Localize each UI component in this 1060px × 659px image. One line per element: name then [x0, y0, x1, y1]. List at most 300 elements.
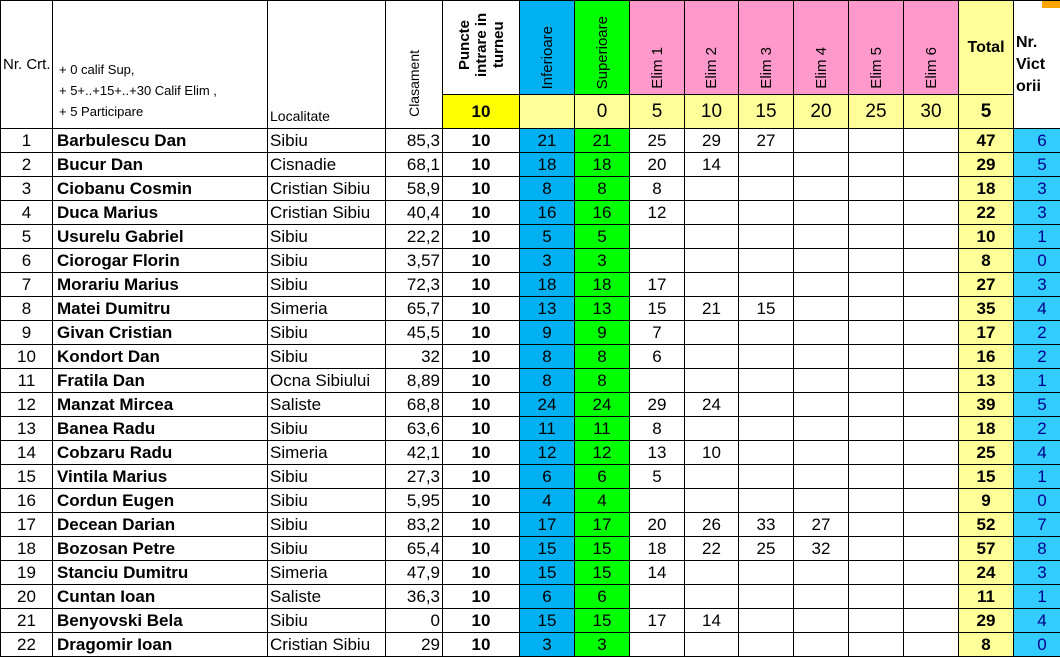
row-localitate[interactable]: Saliste	[268, 585, 386, 609]
row-elim-4[interactable]: 27	[794, 513, 849, 537]
row-inferioare[interactable]: 17	[520, 513, 575, 537]
row-total[interactable]: 16	[959, 345, 1014, 369]
row-superioare[interactable]: 8	[575, 345, 630, 369]
row-puncte[interactable]: 10	[443, 393, 520, 417]
row-victorii[interactable]: 4	[1014, 609, 1060, 633]
row-victorii[interactable]: 7	[1014, 513, 1060, 537]
row-elim-5[interactable]	[849, 537, 904, 561]
row-localitate[interactable]: Simeria	[268, 297, 386, 321]
row-elim-2[interactable]	[685, 177, 739, 201]
row-puncte[interactable]: 10	[443, 249, 520, 273]
row-inferioare[interactable]: 8	[520, 177, 575, 201]
row-elim-2[interactable]	[685, 345, 739, 369]
row-elim-5[interactable]	[849, 417, 904, 441]
row-clasament[interactable]: 65,4	[386, 537, 443, 561]
row-elim-3[interactable]	[739, 393, 794, 417]
row-victorii[interactable]: 3	[1014, 201, 1060, 225]
row-elim-3[interactable]	[739, 249, 794, 273]
row-elim-1[interactable]: 8	[630, 177, 685, 201]
row-player-name[interactable]: Kondort Dan	[53, 345, 268, 369]
row-localitate[interactable]: Saliste	[268, 393, 386, 417]
row-elim-4[interactable]	[794, 561, 849, 585]
row-elim-5[interactable]	[849, 585, 904, 609]
row-player-name[interactable]: Fratila Dan	[53, 369, 268, 393]
row-elim-2[interactable]	[685, 225, 739, 249]
row-localitate[interactable]: Cristian Sibiu	[268, 201, 386, 225]
row-clasament[interactable]: 72,3	[386, 273, 443, 297]
row-elim-5[interactable]	[849, 513, 904, 537]
row-elim-2[interactable]: 26	[685, 513, 739, 537]
row-elim-1[interactable]	[630, 369, 685, 393]
row-elim-6[interactable]	[904, 177, 959, 201]
row-superioare[interactable]: 24	[575, 393, 630, 417]
row-victorii[interactable]: 4	[1014, 297, 1060, 321]
row-elim-3[interactable]	[739, 201, 794, 225]
row-total[interactable]: 18	[959, 417, 1014, 441]
row-clasament[interactable]: 45,5	[386, 321, 443, 345]
row-nr[interactable]: 14	[1, 441, 53, 465]
row-elim-4[interactable]	[794, 441, 849, 465]
row-elim-1[interactable]: 17	[630, 273, 685, 297]
row-elim-5[interactable]	[849, 633, 904, 657]
row-elim-6[interactable]	[904, 513, 959, 537]
row-elim-2[interactable]	[685, 417, 739, 441]
row-clasament[interactable]: 85,3	[386, 129, 443, 153]
row-elim-6[interactable]	[904, 417, 959, 441]
row-total[interactable]: 10	[959, 225, 1014, 249]
row-nr[interactable]: 10	[1, 345, 53, 369]
row-elim-5[interactable]	[849, 273, 904, 297]
row-elim-1[interactable]: 6	[630, 345, 685, 369]
row-inferioare[interactable]: 18	[520, 153, 575, 177]
row-puncte[interactable]: 10	[443, 177, 520, 201]
row-clasament[interactable]: 3,57	[386, 249, 443, 273]
row-elim-6[interactable]	[904, 609, 959, 633]
row-nr[interactable]: 9	[1, 321, 53, 345]
row-superioare[interactable]: 13	[575, 297, 630, 321]
row-elim-5[interactable]	[849, 561, 904, 585]
row-localitate[interactable]: Sibiu	[268, 465, 386, 489]
row-elim-3[interactable]: 15	[739, 297, 794, 321]
row-inferioare[interactable]: 12	[520, 441, 575, 465]
row-puncte[interactable]: 10	[443, 129, 520, 153]
row-elim-1[interactable]: 18	[630, 537, 685, 561]
row-elim-5[interactable]	[849, 489, 904, 513]
row-superioare[interactable]: 15	[575, 537, 630, 561]
row-elim-4[interactable]	[794, 465, 849, 489]
row-elim-4[interactable]	[794, 201, 849, 225]
row-total[interactable]: 27	[959, 273, 1014, 297]
row-elim-2[interactable]	[685, 633, 739, 657]
row-elim-6[interactable]	[904, 129, 959, 153]
row-localitate[interactable]: Cisnadie	[268, 153, 386, 177]
row-elim-1[interactable]: 13	[630, 441, 685, 465]
row-nr[interactable]: 8	[1, 297, 53, 321]
row-puncte[interactable]: 10	[443, 633, 520, 657]
row-victorii[interactable]: 4	[1014, 441, 1060, 465]
row-elim-3[interactable]	[739, 225, 794, 249]
row-total[interactable]: 22	[959, 201, 1014, 225]
row-victorii[interactable]: 2	[1014, 321, 1060, 345]
row-total[interactable]: 17	[959, 321, 1014, 345]
row-elim-3[interactable]	[739, 633, 794, 657]
row-elim-5[interactable]	[849, 321, 904, 345]
row-clasament[interactable]: 32	[386, 345, 443, 369]
row-nr[interactable]: 5	[1, 225, 53, 249]
row-elim-4[interactable]	[794, 129, 849, 153]
row-victorii[interactable]: 0	[1014, 489, 1060, 513]
row-inferioare[interactable]: 3	[520, 633, 575, 657]
row-clasament[interactable]: 65,7	[386, 297, 443, 321]
row-elim-5[interactable]	[849, 177, 904, 201]
row-elim-1[interactable]	[630, 489, 685, 513]
row-elim-1[interactable]	[630, 633, 685, 657]
row-elim-4[interactable]	[794, 609, 849, 633]
row-clasament[interactable]: 5,95	[386, 489, 443, 513]
row-puncte[interactable]: 10	[443, 225, 520, 249]
row-nr[interactable]: 20	[1, 585, 53, 609]
row-elim-1[interactable]: 29	[630, 393, 685, 417]
row-elim-2[interactable]	[685, 201, 739, 225]
row-victorii[interactable]: 1	[1014, 369, 1060, 393]
row-nr[interactable]: 4	[1, 201, 53, 225]
row-elim-1[interactable]: 25	[630, 129, 685, 153]
row-clasament[interactable]: 68,8	[386, 393, 443, 417]
row-nr[interactable]: 11	[1, 369, 53, 393]
row-clasament[interactable]: 0	[386, 609, 443, 633]
row-puncte[interactable]: 10	[443, 297, 520, 321]
row-elim-5[interactable]	[849, 225, 904, 249]
row-player-name[interactable]: Morariu Marius	[53, 273, 268, 297]
row-localitate[interactable]: Sibiu	[268, 417, 386, 441]
row-player-name[interactable]: Barbulescu Dan	[53, 129, 268, 153]
row-inferioare[interactable]: 9	[520, 321, 575, 345]
row-elim-2[interactable]: 14	[685, 609, 739, 633]
row-nr[interactable]: 13	[1, 417, 53, 441]
row-elim-6[interactable]	[904, 393, 959, 417]
row-inferioare[interactable]: 4	[520, 489, 575, 513]
row-elim-1[interactable]: 14	[630, 561, 685, 585]
row-elim-2[interactable]	[685, 369, 739, 393]
row-elim-4[interactable]	[794, 369, 849, 393]
row-elim-3[interactable]	[739, 153, 794, 177]
row-player-name[interactable]: Decean Darian	[53, 513, 268, 537]
row-player-name[interactable]: Duca Marius	[53, 201, 268, 225]
row-victorii[interactable]: 0	[1014, 249, 1060, 273]
row-elim-2[interactable]: 29	[685, 129, 739, 153]
row-elim-4[interactable]	[794, 345, 849, 369]
row-victorii[interactable]: 2	[1014, 417, 1060, 441]
row-total[interactable]: 35	[959, 297, 1014, 321]
row-total[interactable]: 25	[959, 441, 1014, 465]
row-player-name[interactable]: Ciorogar Florin	[53, 249, 268, 273]
row-elim-6[interactable]	[904, 297, 959, 321]
row-clasament[interactable]: 8,89	[386, 369, 443, 393]
row-victorii[interactable]: 0	[1014, 633, 1060, 657]
row-superioare[interactable]: 21	[575, 129, 630, 153]
row-elim-1[interactable]: 5	[630, 465, 685, 489]
row-inferioare[interactable]: 3	[520, 249, 575, 273]
row-clasament[interactable]: 47,9	[386, 561, 443, 585]
row-clasament[interactable]: 58,9	[386, 177, 443, 201]
row-elim-2[interactable]: 10	[685, 441, 739, 465]
row-superioare[interactable]: 9	[575, 321, 630, 345]
row-victorii[interactable]: 5	[1014, 393, 1060, 417]
row-clasament[interactable]: 68,1	[386, 153, 443, 177]
row-elim-6[interactable]	[904, 441, 959, 465]
row-localitate[interactable]: Sibiu	[268, 225, 386, 249]
row-victorii[interactable]: 8	[1014, 537, 1060, 561]
row-elim-2[interactable]	[685, 273, 739, 297]
row-elim-5[interactable]	[849, 129, 904, 153]
row-puncte[interactable]: 10	[443, 345, 520, 369]
row-elim-6[interactable]	[904, 633, 959, 657]
row-clasament[interactable]: 42,1	[386, 441, 443, 465]
row-player-name[interactable]: Ciobanu Cosmin	[53, 177, 268, 201]
row-superioare[interactable]: 8	[575, 177, 630, 201]
row-clasament[interactable]: 63,6	[386, 417, 443, 441]
row-elim-3[interactable]: 27	[739, 129, 794, 153]
row-player-name[interactable]: Banea Radu	[53, 417, 268, 441]
row-total[interactable]: 29	[959, 153, 1014, 177]
row-clasament[interactable]: 83,2	[386, 513, 443, 537]
row-elim-1[interactable]	[630, 585, 685, 609]
row-elim-5[interactable]	[849, 297, 904, 321]
row-nr[interactable]: 22	[1, 633, 53, 657]
row-total[interactable]: 8	[959, 249, 1014, 273]
row-elim-3[interactable]	[739, 417, 794, 441]
row-superioare[interactable]: 18	[575, 273, 630, 297]
row-player-name[interactable]: Bozosan Petre	[53, 537, 268, 561]
row-clasament[interactable]: 29	[386, 633, 443, 657]
row-elim-1[interactable]: 8	[630, 417, 685, 441]
row-elim-6[interactable]	[904, 249, 959, 273]
row-victorii[interactable]: 6	[1014, 129, 1060, 153]
row-elim-6[interactable]	[904, 585, 959, 609]
row-puncte[interactable]: 10	[443, 369, 520, 393]
row-nr[interactable]: 2	[1, 153, 53, 177]
row-superioare[interactable]: 15	[575, 561, 630, 585]
row-localitate[interactable]: Ocna Sibiului	[268, 369, 386, 393]
row-elim-4[interactable]	[794, 489, 849, 513]
row-elim-6[interactable]	[904, 345, 959, 369]
row-nr[interactable]: 7	[1, 273, 53, 297]
row-superioare[interactable]: 3	[575, 633, 630, 657]
row-elim-4[interactable]	[794, 297, 849, 321]
row-total[interactable]: 15	[959, 465, 1014, 489]
row-elim-3[interactable]	[739, 441, 794, 465]
row-elim-2[interactable]: 22	[685, 537, 739, 561]
row-puncte[interactable]: 10	[443, 321, 520, 345]
row-elim-4[interactable]	[794, 321, 849, 345]
row-elim-4[interactable]	[794, 153, 849, 177]
row-localitate[interactable]: Sibiu	[268, 489, 386, 513]
row-localitate[interactable]: Sibiu	[268, 321, 386, 345]
row-elim-1[interactable]: 12	[630, 201, 685, 225]
row-elim-4[interactable]	[794, 249, 849, 273]
row-player-name[interactable]: Benyovski Bela	[53, 609, 268, 633]
row-elim-6[interactable]	[904, 201, 959, 225]
row-victorii[interactable]: 3	[1014, 561, 1060, 585]
row-inferioare[interactable]: 13	[520, 297, 575, 321]
row-puncte[interactable]: 10	[443, 273, 520, 297]
row-localitate[interactable]: Cristian Sibiu	[268, 177, 386, 201]
row-player-name[interactable]: Stanciu Dumitru	[53, 561, 268, 585]
row-inferioare[interactable]: 24	[520, 393, 575, 417]
row-clasament[interactable]: 22,2	[386, 225, 443, 249]
row-elim-1[interactable]	[630, 225, 685, 249]
row-elim-4[interactable]	[794, 417, 849, 441]
row-player-name[interactable]: Matei Dumitru	[53, 297, 268, 321]
row-total[interactable]: 8	[959, 633, 1014, 657]
row-puncte[interactable]: 10	[443, 153, 520, 177]
row-elim-4[interactable]	[794, 225, 849, 249]
row-player-name[interactable]: Usurelu Gabriel	[53, 225, 268, 249]
row-localitate[interactable]: Sibiu	[268, 129, 386, 153]
row-elim-3[interactable]	[739, 585, 794, 609]
row-elim-5[interactable]	[849, 345, 904, 369]
row-superioare[interactable]: 4	[575, 489, 630, 513]
row-inferioare[interactable]: 6	[520, 465, 575, 489]
row-inferioare[interactable]: 6	[520, 585, 575, 609]
row-victorii[interactable]: 5	[1014, 153, 1060, 177]
row-elim-5[interactable]	[849, 465, 904, 489]
row-nr[interactable]: 6	[1, 249, 53, 273]
row-elim-6[interactable]	[904, 561, 959, 585]
row-elim-4[interactable]	[794, 633, 849, 657]
row-elim-3[interactable]	[739, 345, 794, 369]
row-total[interactable]: 39	[959, 393, 1014, 417]
row-total[interactable]: 13	[959, 369, 1014, 393]
row-total[interactable]: 29	[959, 609, 1014, 633]
row-elim-3[interactable]	[739, 273, 794, 297]
row-elim-6[interactable]	[904, 465, 959, 489]
row-localitate[interactable]: Cristian Sibiu	[268, 633, 386, 657]
row-elim-5[interactable]	[849, 393, 904, 417]
row-victorii[interactable]: 1	[1014, 585, 1060, 609]
row-victorii[interactable]: 3	[1014, 177, 1060, 201]
row-elim-3[interactable]	[739, 177, 794, 201]
row-elim-4[interactable]	[794, 273, 849, 297]
row-player-name[interactable]: Cordun Eugen	[53, 489, 268, 513]
row-elim-6[interactable]	[904, 225, 959, 249]
row-superioare[interactable]: 15	[575, 609, 630, 633]
row-elim-2[interactable]	[685, 585, 739, 609]
row-superioare[interactable]: 16	[575, 201, 630, 225]
row-total[interactable]: 52	[959, 513, 1014, 537]
row-total[interactable]: 24	[959, 561, 1014, 585]
row-player-name[interactable]: Manzat Mircea	[53, 393, 268, 417]
row-nr[interactable]: 12	[1, 393, 53, 417]
row-nr[interactable]: 1	[1, 129, 53, 153]
row-puncte[interactable]: 10	[443, 513, 520, 537]
row-elim-5[interactable]	[849, 441, 904, 465]
row-total[interactable]: 11	[959, 585, 1014, 609]
row-puncte[interactable]: 10	[443, 561, 520, 585]
row-inferioare[interactable]: 8	[520, 369, 575, 393]
row-localitate[interactable]: Sibiu	[268, 249, 386, 273]
row-victorii[interactable]: 1	[1014, 225, 1060, 249]
row-puncte[interactable]: 10	[443, 585, 520, 609]
row-victorii[interactable]: 1	[1014, 465, 1060, 489]
row-localitate[interactable]: Sibiu	[268, 609, 386, 633]
row-elim-2[interactable]	[685, 489, 739, 513]
row-nr[interactable]: 16	[1, 489, 53, 513]
row-elim-3[interactable]	[739, 465, 794, 489]
row-elim-2[interactable]: 14	[685, 153, 739, 177]
row-elim-2[interactable]	[685, 465, 739, 489]
row-superioare[interactable]: 17	[575, 513, 630, 537]
row-elim-3[interactable]	[739, 321, 794, 345]
row-total[interactable]: 47	[959, 129, 1014, 153]
row-superioare[interactable]: 18	[575, 153, 630, 177]
row-elim-1[interactable]: 15	[630, 297, 685, 321]
row-elim-4[interactable]	[794, 393, 849, 417]
row-nr[interactable]: 3	[1, 177, 53, 201]
row-elim-6[interactable]	[904, 321, 959, 345]
row-elim-4[interactable]: 32	[794, 537, 849, 561]
row-inferioare[interactable]: 15	[520, 561, 575, 585]
row-elim-3[interactable]	[739, 609, 794, 633]
row-inferioare[interactable]: 15	[520, 537, 575, 561]
row-total[interactable]: 9	[959, 489, 1014, 513]
row-elim-4[interactable]	[794, 177, 849, 201]
row-player-name[interactable]: Dragomir Ioan	[53, 633, 268, 657]
row-localitate[interactable]: Sibiu	[268, 273, 386, 297]
row-victorii[interactable]: 2	[1014, 345, 1060, 369]
row-localitate[interactable]: Sibiu	[268, 537, 386, 561]
row-superioare[interactable]: 3	[575, 249, 630, 273]
row-puncte[interactable]: 10	[443, 465, 520, 489]
row-nr[interactable]: 21	[1, 609, 53, 633]
row-localitate[interactable]: Sibiu	[268, 345, 386, 369]
row-player-name[interactable]: Givan Cristian	[53, 321, 268, 345]
row-elim-5[interactable]	[849, 369, 904, 393]
row-inferioare[interactable]: 8	[520, 345, 575, 369]
row-player-name[interactable]: Cuntan Ioan	[53, 585, 268, 609]
row-elim-1[interactable]: 20	[630, 153, 685, 177]
row-clasament[interactable]: 40,4	[386, 201, 443, 225]
row-inferioare[interactable]: 16	[520, 201, 575, 225]
row-nr[interactable]: 17	[1, 513, 53, 537]
row-elim-6[interactable]	[904, 489, 959, 513]
row-puncte[interactable]: 10	[443, 417, 520, 441]
row-localitate[interactable]: Simeria	[268, 561, 386, 585]
row-elim-2[interactable]	[685, 321, 739, 345]
row-elim-2[interactable]	[685, 561, 739, 585]
row-player-name[interactable]: Bucur Dan	[53, 153, 268, 177]
row-elim-2[interactable]: 24	[685, 393, 739, 417]
row-elim-5[interactable]	[849, 609, 904, 633]
row-total[interactable]: 18	[959, 177, 1014, 201]
row-elim-1[interactable]: 17	[630, 609, 685, 633]
row-elim-5[interactable]	[849, 249, 904, 273]
row-elim-1[interactable]	[630, 249, 685, 273]
row-superioare[interactable]: 11	[575, 417, 630, 441]
row-elim-6[interactable]	[904, 369, 959, 393]
row-superioare[interactable]: 12	[575, 441, 630, 465]
row-puncte[interactable]: 10	[443, 441, 520, 465]
row-inferioare[interactable]: 5	[520, 225, 575, 249]
row-inferioare[interactable]: 21	[520, 129, 575, 153]
row-elim-4[interactable]	[794, 585, 849, 609]
row-puncte[interactable]: 10	[443, 489, 520, 513]
row-elim-2[interactable]: 21	[685, 297, 739, 321]
row-elim-1[interactable]: 7	[630, 321, 685, 345]
row-localitate[interactable]: Simeria	[268, 441, 386, 465]
row-player-name[interactable]: Vintila Marius	[53, 465, 268, 489]
row-inferioare[interactable]: 18	[520, 273, 575, 297]
